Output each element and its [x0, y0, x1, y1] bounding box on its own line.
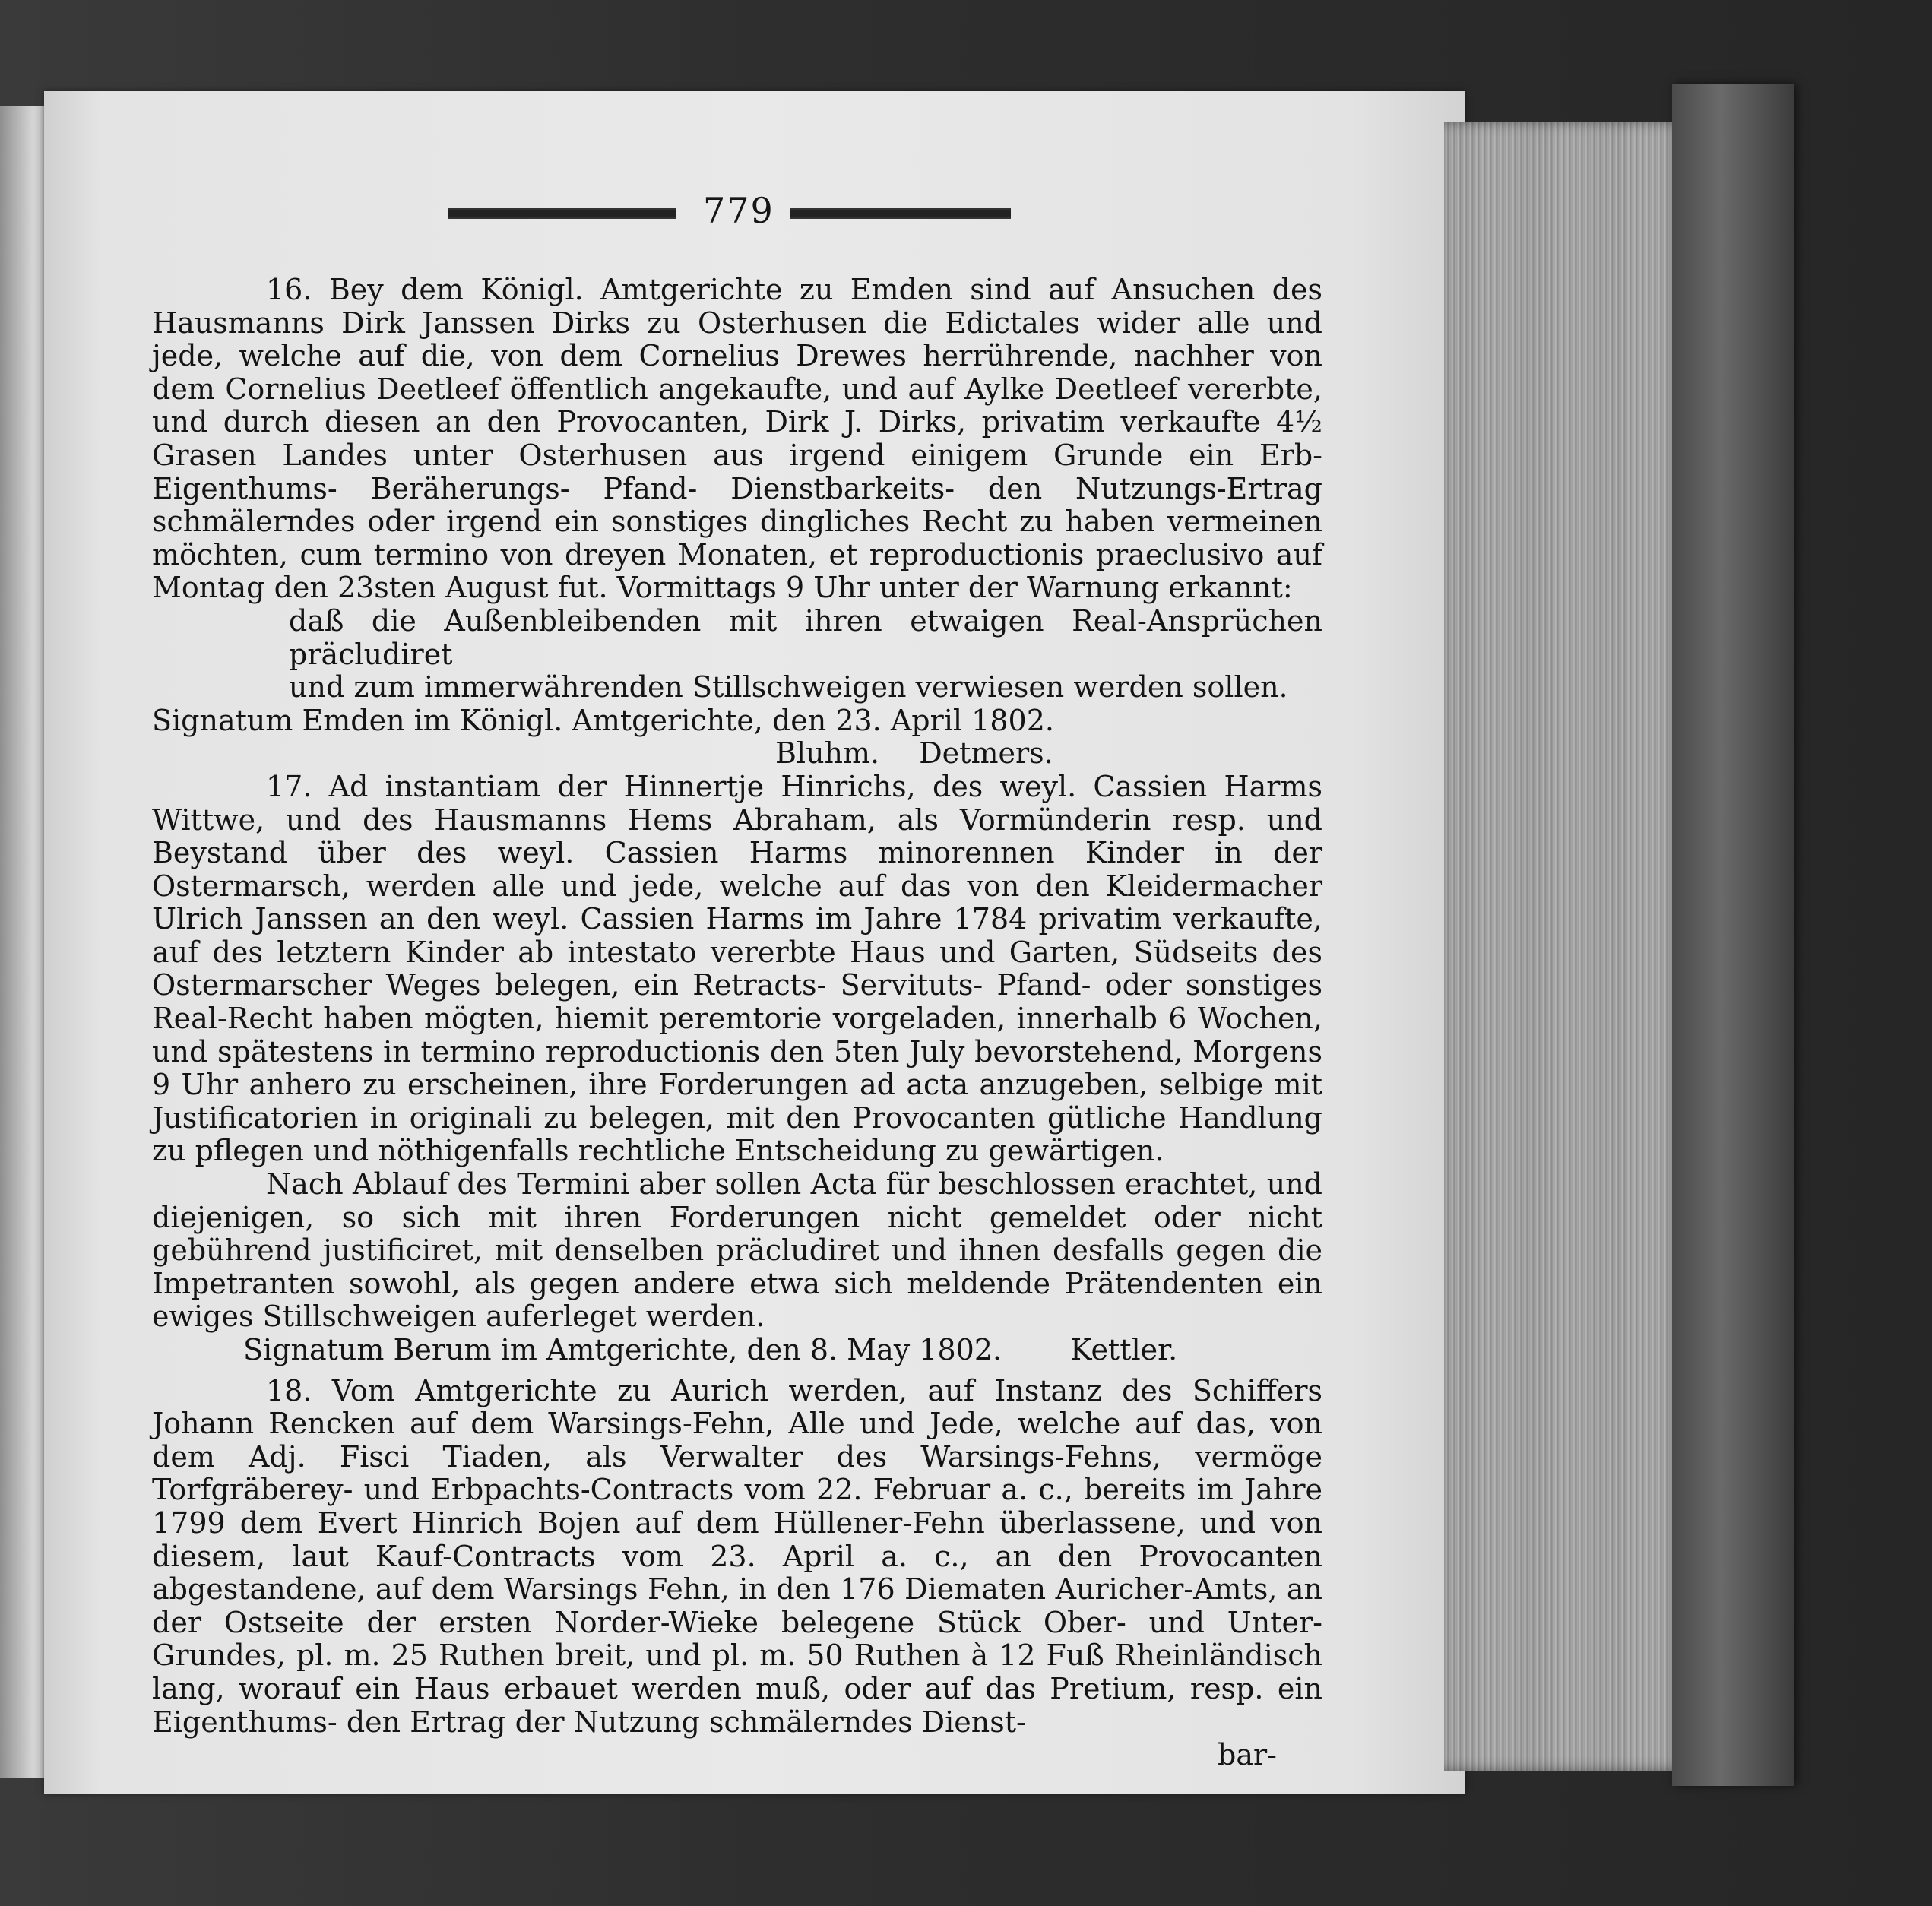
entry-16-signature: Signatum Emden im Königl. Amtgerichte, den 23. April 1802.: [152, 703, 1054, 737]
entry-16-warning: [289, 605, 1322, 704]
running-head: [448, 190, 1026, 236]
ornamental-rule-right: [790, 208, 1011, 219]
entry-17-text: 17. Ad instantiam der Hinnertje Hinrichs, des weyl. Cassien Harms Wittwe, und des Hausmanns Hems Abraham, als Vormünderin resp. und Beystand über des weyl. Cassien Harms minorennen Kinder in der Ostermarsch, werden alle und jede, welche auf das von den Kleidermacher Ulrich Janssen an den weyl. Cassien Harms im Jahre 1784 privatim verkaufte, auf des letztern Kinder ab intestato vererbte Haus und Garten, Südseits des Ostermarscher Weges belegen, ein Retracts- Servituts- Pfand- oder sonstiges Real-Recht haben mögten, hiemit peremtorie vorgeladen, innerhalb 6 Wochen, und spätestens in termino reproductionis den 5ten July bevorstehend, Morgens 9 Uhr anhero zu erscheinen, ihre Forderungen ad acta anzugeben, selbige mit Justificatorien in originali zu belegen, mit den Provocanten gütliche Handlung zu pflegen und nöthigenfalls rechtliche Entscheidung zu gewärtigen.: [152, 769, 1322, 1168]
entry-17-signature: Signatum Berum im Amtgerichte, den 8. May 1802.: [243, 1333, 1002, 1366]
page-text: [152, 274, 1322, 1772]
book-cover: [1672, 84, 1794, 1786]
page-number: 779: [703, 190, 774, 231]
catchword: bar-: [1218, 1738, 1277, 1772]
warning-line: und zum immerwährenden Stillschweigen verwiesen werden sollen.: [289, 670, 1288, 704]
entry-16-signatories: Bluhm. Detmers.: [775, 736, 1053, 771]
warning-line: daß die Außenbleibenden mit ihren etwaigen Real-Ansprüchen präcludiret: [289, 603, 1322, 671]
ornamental-rule-left: [448, 208, 676, 219]
entry-18-text: 18. Vom Amtgerichte zu Aurich werden, auf Instanz des Schiffers Johann Rencken auf dem Warsings-Fehn, Alle und Jede, welche auf das, von dem Adj. Fisci Tiaden, als Verwalter des Warsings-Fehns, vermöge Torfgräberey- und Erbpachts-Contracts vom 22. Februar a. c., bereits im Jahre 1799 dem Evert Hinrich Bojen auf dem Hüllener-Fehn überlassene, und von diesem, laut Kauf-Contracts vom 23. April a. c., an den Provocanten abgestandene, auf dem Warsings Fehn, in den 176 Diematen Auricher-Amts, an der Ostseite der ersten Norder-Wieke belegene Stück Ober- und Unter-Grundes, pl. m. 25 Ruthen breit, und pl. m. 50 Ruthen à 12 Fuß Rheinländisch lang, worauf ein Haus erbauet werden muß, oder auf das Pretium, resp. ein Eigenthums- den Ertrag der Nutzung schmälerndes Dienst-: [152, 1373, 1322, 1739]
entry-17-signature-line: [243, 1334, 1322, 1367]
previous-page-edge: [0, 106, 49, 1778]
entry-16-text: 16. Bey dem Königl. Amtgerichte zu Emden sind auf Ansuchen des Hausmanns Dirk Janssen Dirks zu Osterhusen die Edictales wider alle und jede, welche auf die, von dem Cornelius Drewes herrührende, nachher von dem Cornelius Deetleef öffentlich angekaufte, und auf Aylke Deetleef vererbte, und durch diesen an den Provocanten, Dirk J. Dirks, privatim verkaufte 4½ Grasen Landes unter Osterhusen aus irgend einigem Grunde ein Erb- Eigenthums- Beräherungs- Pfand- Dienstbarkeits- den Nutzungs-Ertrag schmälerndes oder irgend ein sonstiges dingliches Recht zu haben vermeinen möchten, cum termino von dreyen Monaten, et reproductionis praeclusivo auf Montag den 23sten August fut. Vormittags 9 Uhr unter der Warnung erkannt:: [152, 273, 1322, 605]
entry-17-signatory: Kettler.: [1070, 1333, 1178, 1366]
entry-17-text-continued: Nach Ablauf des Termini aber sollen Acta für beschlossen erachtet, und diejenigen, so sich mit ihren Forderungen nicht gemeldet oder nicht gebührend justificiret, mit denselben präcludiret und ihnen desfalls gegen die Impetranten sowohl, als gegen andere etwa sich meldende Prätendenten ein ewiges Stillschweigen auferleget werden.: [152, 1167, 1322, 1334]
